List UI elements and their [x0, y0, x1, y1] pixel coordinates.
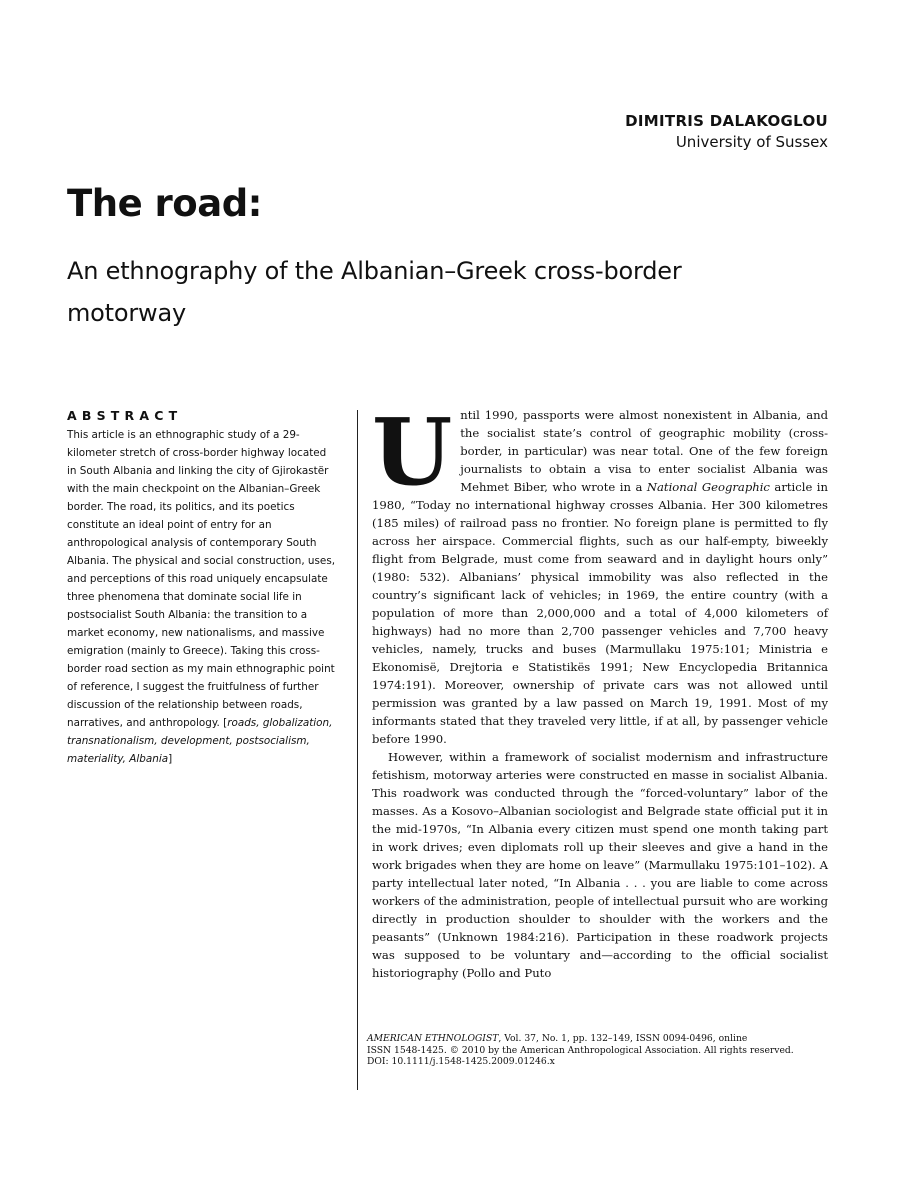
author-affiliation: University of Sussex — [675, 133, 828, 151]
magazine-name: National Geographic — [646, 480, 770, 494]
journal-name: AMERICAN ETHNOLOGIST — [367, 1033, 499, 1044]
doi-line: DOI: 10.1111/j.1548-1425.2009.01246.x — [367, 1056, 555, 1067]
abstract-keywords: roads, globalization, transnationalism, development, postsocialism, materiality, Albania — [67, 717, 333, 765]
citation-details: , Vol. 37, No. 1, pp. 132–149, ISSN 0094-0496, online — [498, 1033, 748, 1044]
article-subtitle: An ethnography of the Albanian–Greek cross-border motorway — [67, 257, 682, 327]
citation-line-1 — [367, 1033, 827, 1045]
citation-footer — [367, 1033, 827, 1068]
paragraph-1-part-a: ntil 1990, passports were almost nonexistent in Albania, and the socialist state’s control of geographic mobility (cross-border, in particular) was near total. One of the few foreign journalists to obtain a visa to enter socialist Albania was Mehmet Biber, who wrote in a — [460, 408, 828, 494]
column-divider — [357, 410, 358, 1090]
paragraph-1 — [372, 398, 828, 748]
abstract-heading: ABSTRACT — [67, 408, 183, 423]
paragraph-1-part-b: article in 1980, “Today no international highway crosses Albania. Her 300 kilometres (185 miles) of railroad pass no frontier. No foreign plane is permitted to fly across her airspace. Commercial flights, such as our half-empty, biweekly flight from Belgrade, must come from seaward and in daylight hours only” (1980: 532). Albanians’ physical immobility was also reflected in the country’s significant lack of vehicles; in 1969, the entire country (with a population of more than 2,000,000 and a total of 4,000 kilometers of highways) had no more than 2,700 passenger vehicles and 7,700 heavy vehicles, namely, trucks and buses (Marmullaku 1975:101; Ministria e Ekonomisë, Drejtoria e Statistikës 1991; New Encyclopedia Britannica 1974:191). Moreover, ownership of private cars was not allowed until permission was granted by a law passed on March 19, 1991. Most of my informants stated that they traveled very little, if at all, by passenger vehicle before 1990. — [372, 480, 828, 746]
author-name: DIMITRIS DALAKOGLOU — [625, 112, 828, 130]
article-title: The road: — [67, 182, 262, 225]
body-text — [372, 398, 828, 982]
citation-line-2: ISSN 1548-1425. © 2010 by the American Anthropological Association. All rights reserved. — [367, 1044, 794, 1056]
keywords-open-bracket: [ — [219, 717, 228, 729]
drop-cap: U — [372, 398, 453, 506]
abstract-body: This article is an ethnographic study of a 29-kilometer stretch of cross-border highway located in South Albania and linking the city of Gjirokastër with the main checkpoint on the Albanian–Greek border. The road, its politics, and its poetics constitute an ideal point of entry for an anthropological analysis of contemporary South Albania. The physical and social construction, uses, and perceptions of this road uniquely encapsulate three phenomena that dominate social life in postsocialist South Albania: the transition to a market economy, new nationalisms, and massive emigration (mainly to Greece). Taking this cross-border road section as my main ethnographic point of reference, I suggest the fruitfulness of further discussion of the relationship between roads, narratives, and anthropology. — [67, 429, 336, 729]
author-block — [625, 111, 828, 153]
paragraph-2: However, within a framework of socialist modernism and infrastructure fetishism, motorway arteries were constructed en masse in socialist Albania. This roadwork was conducted through the “forced-voluntary” labor of the masses. As a Kosovo–Albanian sociologist and Belgrade state official put it in the mid-1970s, “In Albania every citizen must spend one month taking part in work drives; even diplomats roll up their sleeves and give a hand in the work brigades when they are home on leave” (Marmullaku 1975:101–102). A party intellectual later noted, “In Albania . . . you are liable to come across workers of the administration, people of intellectual pursuit who are working directly in production shoulder to shoulder with the workers and the peasants” (Unknown 1984:216). Participation in these roadwork projects was supposed to be voluntary and—according to the official socialist historiography (Pollo and Puto — [372, 750, 828, 980]
keywords-close-bracket: ] — [168, 753, 173, 765]
abstract-text — [67, 426, 339, 768]
abstract-section — [67, 406, 339, 768]
